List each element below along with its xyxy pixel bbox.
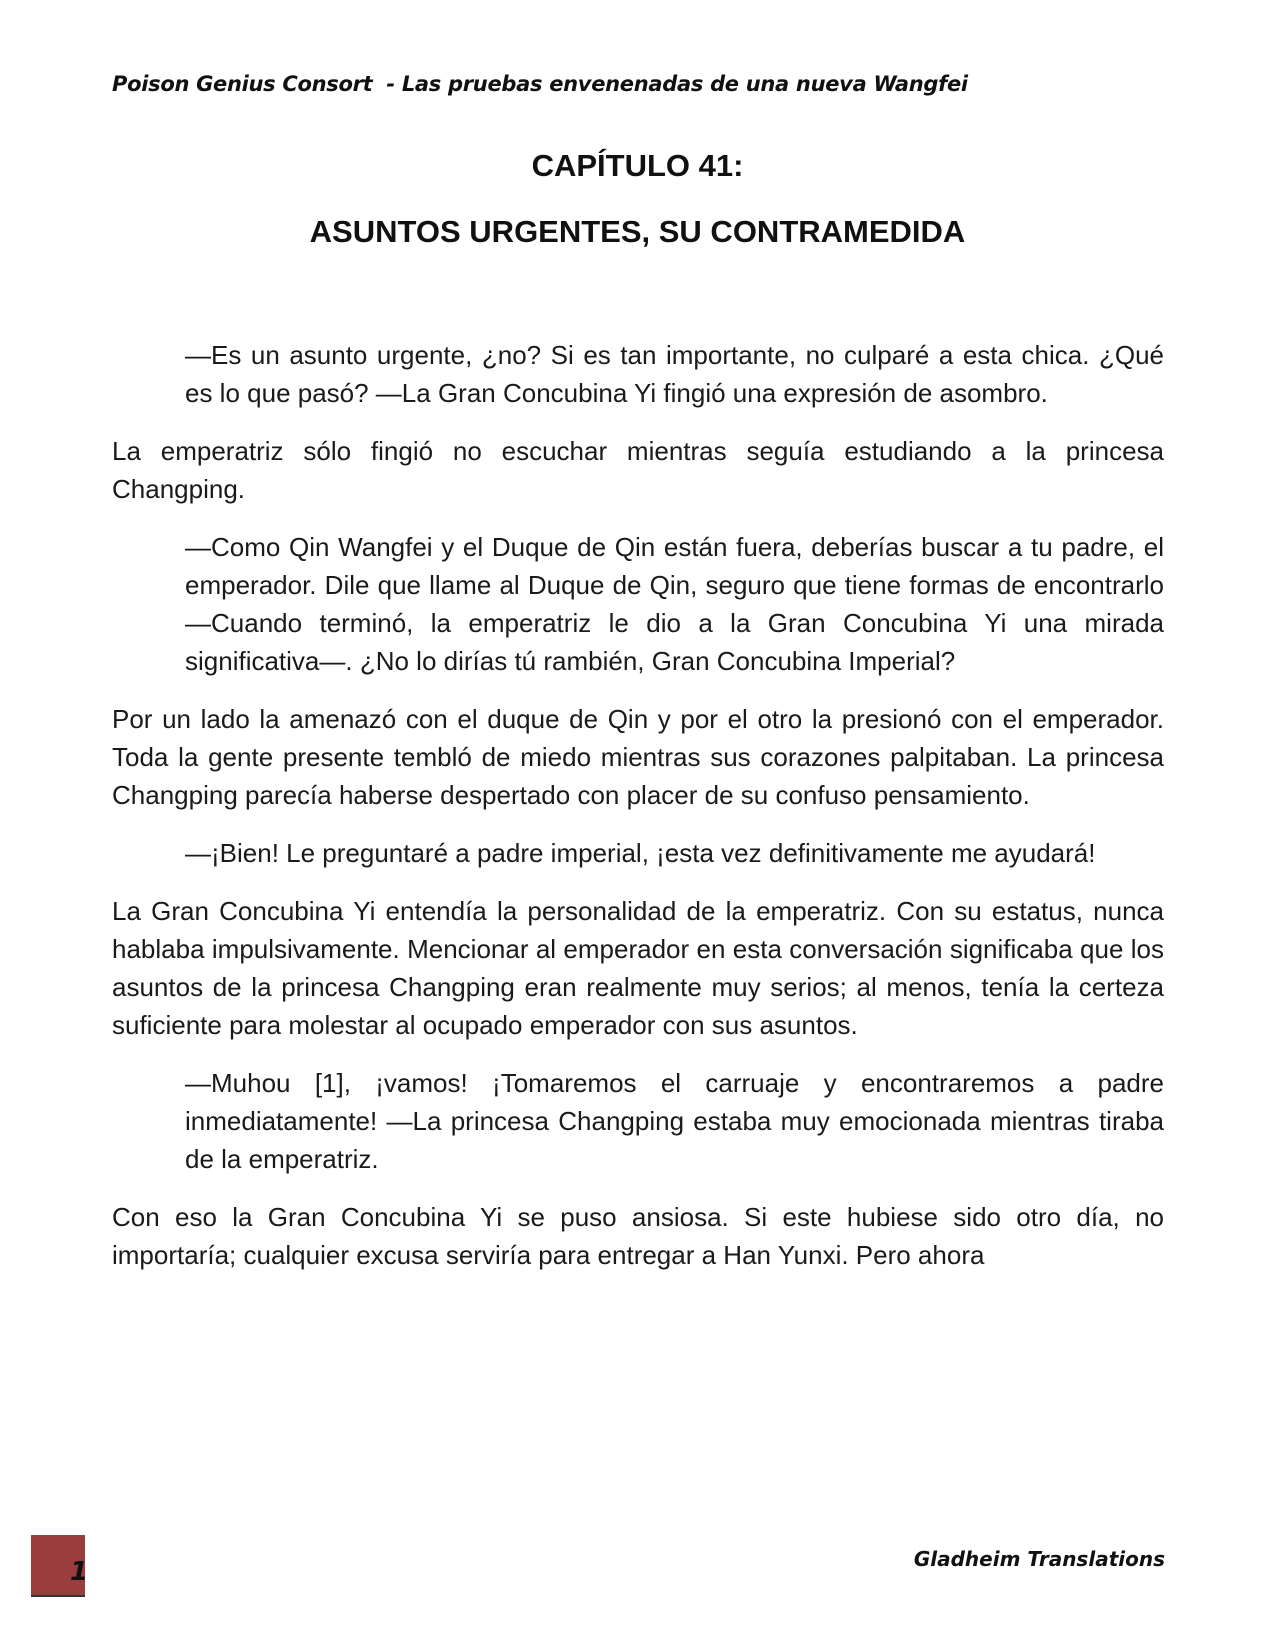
paragraph: La emperatriz sólo fingió no escuchar mientras seguía estudiando a la princesa Changping. — [112, 436, 1164, 504]
paragraph-dialogue: —Como Qin Wangfei y el Duque de Qin están fuera, deberías buscar a tu padre, el emperador. Dile que llame al Duque de Qin, seguro que tiene formas de encontrarlo —Cuando terminó, la emperatriz le dio a la Gran Concubina Yi una mirada significativa—. ¿No lo dirías tú rambién, Gran Concubina Imperial? — [185, 532, 1164, 676]
body-text — [112, 336, 1164, 1294]
chapter-number: CAPÍTULO 41: — [531, 148, 744, 183]
running-header: Poison Genius Consort - Las pruebas envenenadas de una nueva Wangfei — [112, 72, 968, 96]
paragraph-dialogue: —¡Bien! Le preguntaré a padre imperial, ¡esta vez definitivamente me ayudará! — [185, 838, 1096, 868]
footer-rule — [31, 1595, 85, 1597]
footer-credit: Gladheim Translations — [913, 1547, 1165, 1571]
paragraph-dialogue: —Muhou [1], ¡vamos! ¡Tomaremos el carruaje y encontraremos a padre inmediatamente! —La princesa Changping estaba muy emocionada mientras tiraba de la emperatriz. — [185, 1068, 1164, 1174]
chapter-title: ASUNTOS URGENTES, SU CONTRAMEDIDA — [309, 214, 966, 249]
paragraph: La Gran Concubina Yi entendía la personalidad de la emperatriz. Con su estatus, nunca hablaba impulsivamente. Mencionar al emperador en esta conversación significaba que los asuntos de la princesa Changping eran realmente muy serios; al menos, tenía la certeza suficiente para molestar al ocupado emperador con sus asuntos. — [112, 896, 1164, 1040]
paragraph: Con eso la Gran Concubina Yi se puso ansiosa. Si este hubiese sido otro día, no importaría; cualquier excusa serviría para entregar a Han Yunxi. Pero ahora — [112, 1202, 1164, 1270]
paragraph: Por un lado la amenazó con el duque de Qin y por el otro la presionó con el emperador. Toda la gente presente tembló de miedo mientras sus corazones palpitaban. La princesa Changping parecía haberse despertado con placer de su confuso pensamiento. — [112, 704, 1164, 810]
page-number: 1 — [70, 1557, 89, 1587]
paragraph-dialogue: —Es un asunto urgente, ¿no? Si es tan importante, no culparé a esta chica. ¿Qué es lo que pasó? —La Gran Concubina Yi fingió una expresión de asombro. — [185, 340, 1164, 408]
